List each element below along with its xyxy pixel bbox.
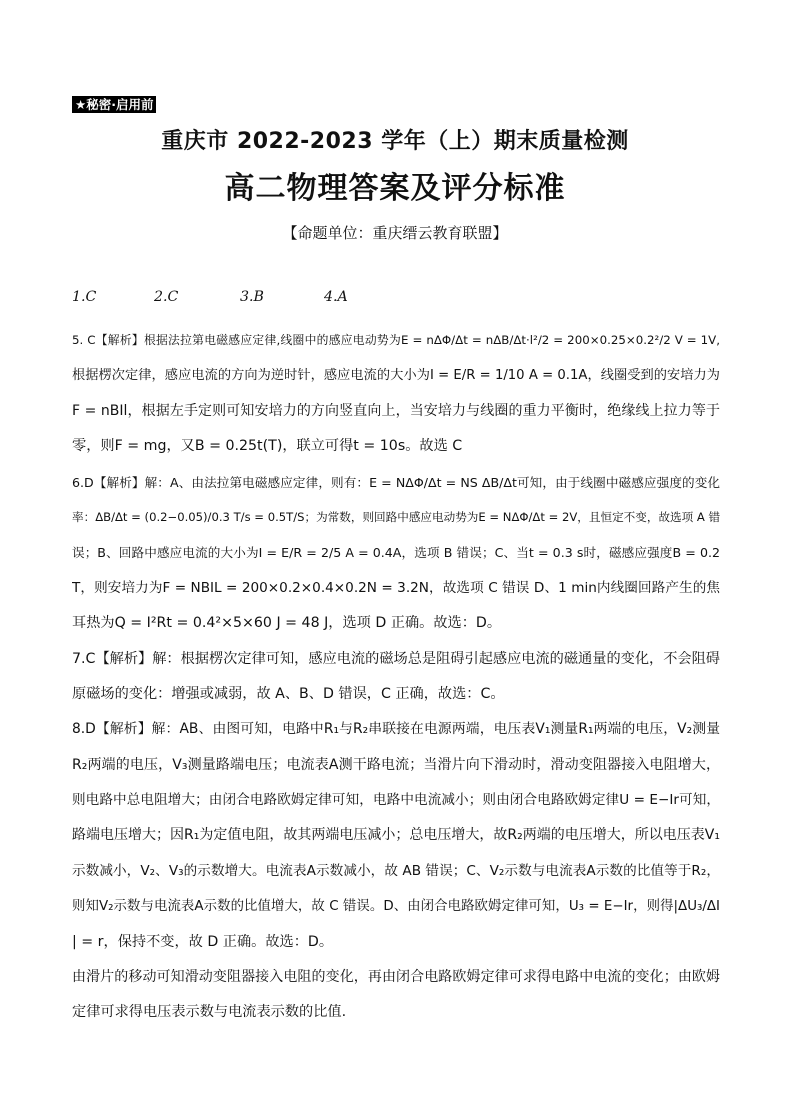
- q5-line: 5. C【解析】根据法拉第电磁感应定律,线圈中的感应电动势为E = nΔΦ/Δt = nΔB/Δt·l²/2 = 200×0.25×0.2²/2 V = 1V,: [72, 333, 720, 347]
- answer-q7: [72, 642, 720, 713]
- q5-line: F = nBIl，根据左手定则可知安培力的方向竖直向上，当安培力与线圈的重力平衡时，绝缘线上拉力等于: [72, 402, 720, 419]
- q6-line: 6.D【解析】解：A、由法拉第电磁感应定律，则有：E = NΔΦ/Δt = NS ΔB/Δt可知，由于线圈中磁感应强度的变化: [72, 474, 720, 490]
- q8-line: R₂两端的电压，V₃测量路端电压；电流表A测干路电流；当滑片向下滑动时，滑动变阻器接入电阻增大，: [72, 756, 720, 773]
- q8-line: 示数减小，V₂、V₃的示数增大。电流表A示数减小，故 AB 错误；C、V₂示数与电流表A示数的比值等于R₂，: [72, 862, 720, 879]
- q6-line: 耳热为Q = I²Rt = 0.4²×5×60 J = 48 J，选项 D 正确。故选：D。: [72, 615, 502, 632]
- mc-answer-2: 2.C: [154, 289, 179, 305]
- answer-q5: [72, 323, 720, 465]
- q6-line: 率：ΔB/Δt = (0.2−0.05)/0.3 T/s = 0.5T/S；为常数，则回路中感应电动势为E = NΔΦ/Δt = 2V，且恒定不变，故选项 A 错: [72, 509, 720, 524]
- answers-body: [72, 285, 720, 1031]
- mc-answers: [72, 285, 720, 309]
- q5-line: 零，则F = mg，又B = 0.25t(T)，联立可得t = 10s。故选 C: [72, 438, 463, 455]
- secret-label: ★秘密·启用前: [72, 96, 156, 113]
- q8-line: 8.D【解析】解：AB、由图可知，电路中R₁与R₂串联接在电源两端，电压表V₁测量R₁两端的电压，V₂测量: [72, 721, 720, 738]
- document-title: 高二物理答案及评分标准: [224, 171, 566, 206]
- q6-line: T，则安培力为F = NBIL = 200×0.2×0.4×0.2N = 3.2N，故选项 C 错误 D、1 min内线圈回路产生的焦: [72, 579, 720, 596]
- mc-answer-1: 1.C: [72, 289, 97, 305]
- q8-line: 由滑片的移动可知滑动变阻器接入电阻的变化，再由闭合电路欧姆定律可求得电路中电流的变化；由欧姆: [72, 969, 720, 986]
- mc-answer-3: 3.B: [240, 289, 264, 305]
- q5-line: 根据楞次定律，感应电流的方向为逆时针，感应电流的大小为I = E/R = 1/10 A = 0.1A，线圈受到的安培力为: [72, 368, 720, 384]
- q8-line: 路端电压增大；因R₁为定值电阻，故其两端电压减小；总电压增大，故R₂两端的电压增大，所以电压表V₁: [72, 827, 720, 844]
- q7-line: 原磁场的变化：增强或减弱，故 A、B、D 错误，C 正确，故选：C。: [72, 685, 505, 702]
- q8-line: | = r，保持不变，故 D 正确。故选：D。: [72, 933, 334, 950]
- q8-line: 则电路中总电阻增大；由闭合电路欧姆定律可知，电路中电流减小；则由闭合电路欧姆定律U = E−Ir可知，: [72, 792, 720, 809]
- exam-title: 重庆市 2022-2023 学年（上）期末质量检测: [161, 129, 629, 154]
- q8-line: 则知V₂示数与电流表A示数的比值增大，故 C 错误。D、由闭合电路欧姆定律可知，U₃ = E−Ir，则得|ΔU₃/ΔI: [72, 899, 720, 915]
- compiling-unit: 【命题单位：重庆缙云教育联盟】: [282, 224, 508, 242]
- q8-line: 定律可求得电压表示数与电流表示数的比值.: [72, 1004, 347, 1021]
- mc-answer-4: 4.A: [324, 289, 348, 305]
- answer-q6: [72, 465, 720, 642]
- answer-q8: [72, 712, 720, 1031]
- q7-line: 7.C【解析】解：根据楞次定律可知，感应电流的磁场总是阻碍引起感应电流的磁通量的变化，不会阻碍: [72, 650, 720, 667]
- q6-line: 误；B、回路中感应电流的大小为I = E/R = 2/5 A = 0.4A，选项 B 错误；C、当t = 0.3 s时，磁感应强度B = 0.2: [72, 545, 720, 561]
